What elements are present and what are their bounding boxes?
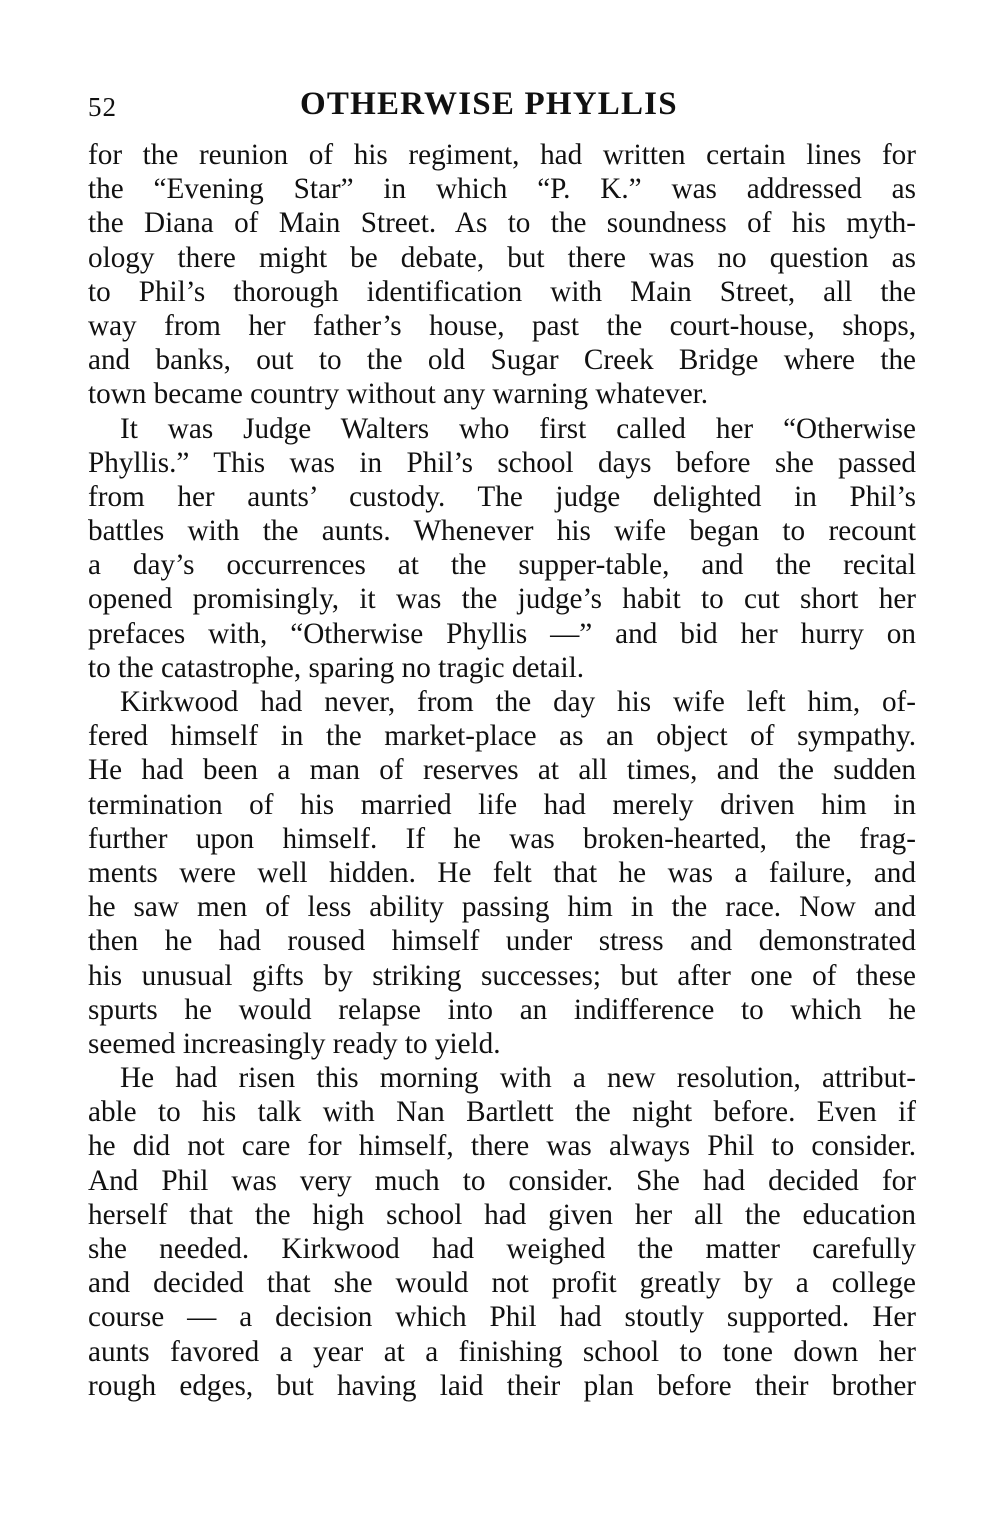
text-line: seemed increasingly ready to yield.	[88, 1027, 501, 1060]
text-line: further upon himself. If he was broken-hearted, the frag-	[88, 822, 916, 855]
paragraph-3	[88, 685, 916, 1061]
paragraph-4	[88, 1061, 916, 1403]
text-line: spurts he would relapse into an indifference to which he	[88, 993, 916, 1026]
paragraph-2	[88, 412, 916, 686]
text-line: way from her father’s house, past the court-house, shops,	[88, 309, 916, 342]
text-line: to Phil’s thorough identification with Main Street, all the	[88, 275, 916, 308]
text-line: opened promisingly, it was the judge’s habit to cut short her	[88, 583, 916, 616]
text-line: ology there might be debate, but there was no question as	[88, 241, 916, 274]
text-line: Phyllis.” This was in Phil’s school days before she passed	[88, 446, 916, 479]
text-line: town became country without any warning whatever.	[88, 378, 709, 411]
text-line: battles with the aunts. Whenever his wife began to recount	[88, 515, 916, 548]
text-line: and decided that she would not profit greatly by a college	[88, 1267, 916, 1300]
text-line: able to his talk with Nan Bartlett the night before. Even if	[88, 1096, 916, 1129]
text-line: the “Evening Star” in which “P. K.” was addressed as	[88, 173, 916, 206]
text-line: fered himself in the market-place as an object of sympathy.	[88, 720, 916, 753]
text-line: she needed. Kirkwood had weighed the matter carefully	[88, 1233, 916, 1265]
body-text	[88, 138, 916, 1403]
text-line: herself that the high school had given her all the education	[88, 1198, 916, 1231]
paragraph-1	[88, 138, 916, 412]
page-header	[88, 82, 916, 138]
text-line: ments were well hidden. He felt that he was a failure, and	[88, 856, 916, 889]
text-line: aunts favored a year at a finishing school to tone down her	[88, 1335, 916, 1368]
page-number: 52	[88, 92, 117, 122]
running-title: OTHERWISE PHYLLIS	[300, 86, 678, 122]
text-line: prefaces with, “Otherwise Phyllis —” and bid her hurry on	[88, 617, 916, 650]
text-line: then he had roused himself under stress and demonstrated	[88, 925, 916, 958]
text-line: the Diana of Main Street. As to the soundness of his myth-	[88, 207, 916, 240]
text-line: termination of his married life had merely driven him in	[88, 788, 916, 821]
text-line: he did not care for himself, there was always Phil to consider.	[88, 1130, 916, 1163]
text-line: It was Judge Walters who first called her “Otherwise	[120, 412, 916, 445]
text-line: and banks, out to the old Sugar Creek Bridge where the	[88, 344, 916, 377]
text-line: for the reunion of his regiment, had written certain lines for	[88, 139, 916, 171]
text-line: Kirkwood had never, from the day his wife left him, of-	[120, 686, 916, 718]
text-line: a day’s occurrences at the supper-table, and the recital	[88, 549, 916, 582]
text-line: He had risen this morning with a new resolution, attribut-	[120, 1062, 916, 1095]
text-line: He had been a man of reserves at all times, and the sudden	[88, 754, 916, 787]
text-line: course — a decision which Phil had stoutly supported. Her	[88, 1301, 916, 1334]
text-line: his unusual gifts by striking successes; but after one of these	[88, 959, 916, 992]
text-line: rough edges, but having laid their plan before their brother	[88, 1369, 916, 1402]
text-line: And Phil was very much to consider. She had decided for	[88, 1164, 916, 1197]
text-line: to the catastrophe, sparing no tragic detail.	[88, 651, 585, 684]
text-line: from her aunts’ custody. The judge delighted in Phil’s	[88, 480, 916, 513]
book-page	[88, 82, 916, 1403]
text-line: he saw men of less ability passing him in the race. Now and	[88, 891, 916, 924]
